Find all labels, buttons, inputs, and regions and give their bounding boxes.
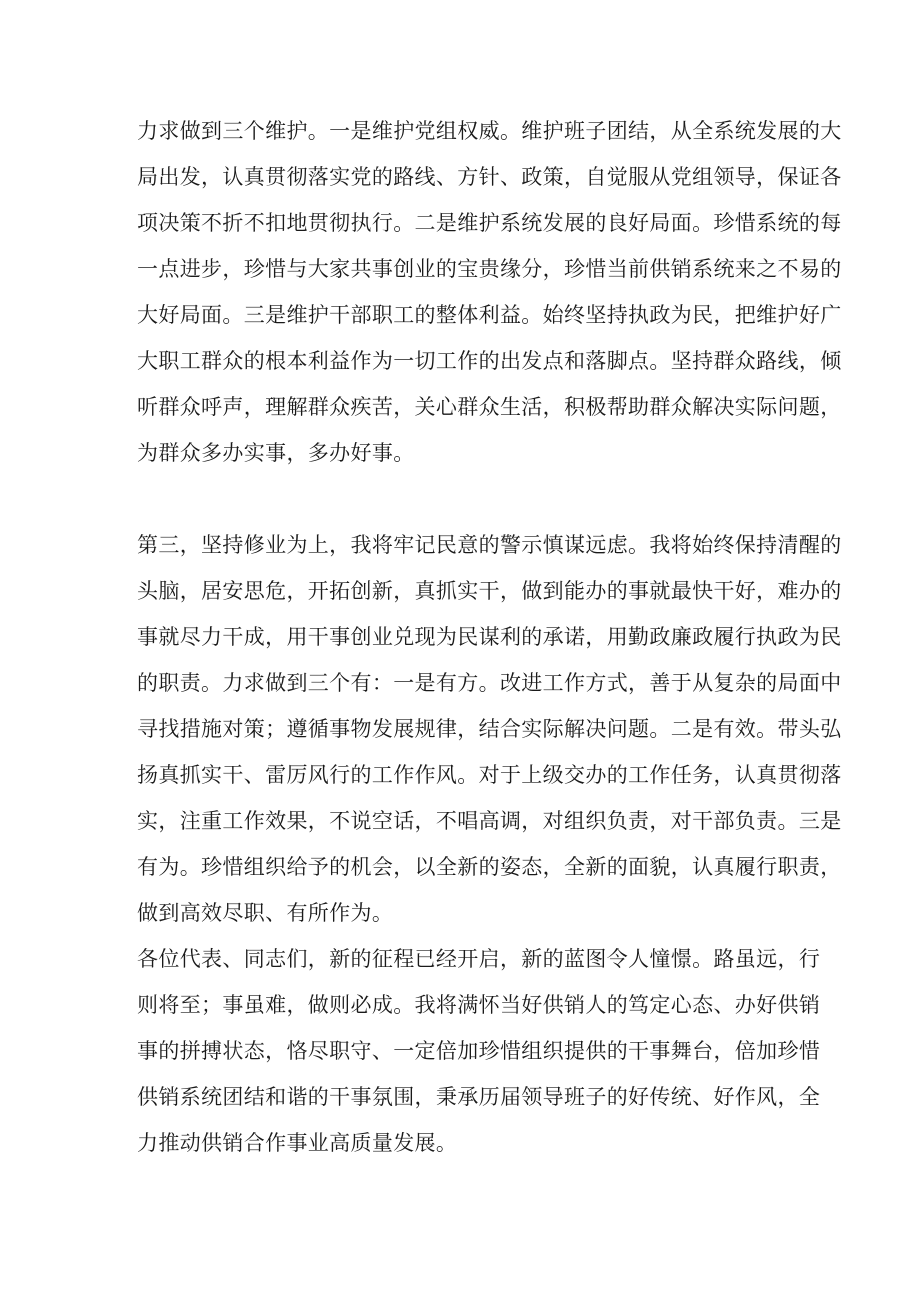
- text-line: 局出发，认真贯彻落实党的路线、方针、政策，自觉服从党组领导，保证各: [137, 165, 842, 189]
- text-line: 一点进步，珍惜与大家共事创业的宝贵缘分，珍惜当前供销系统来之不易的: [137, 257, 842, 281]
- text-line: 力求做到三个维护。一是维护党组权威。维护班子团结，从全系统发展的大: [137, 119, 842, 143]
- text-line: 项决策不折不扣地贯彻执行。二是维护系统发展的良好局面。珍惜系统的每: [137, 211, 842, 235]
- text-line: 事就尽力干成，用干事创业兑现为民谋利的承诺，用勤政廉政履行执政为民: [137, 625, 842, 649]
- paragraph-closing: [137, 936, 821, 1166]
- paragraph-three-maintenances: [137, 108, 842, 476]
- text-line: 实，注重工作效果，不说空话，不唱高调，对组织负责，对干部负责。三是: [137, 809, 842, 833]
- text-line: 大职工群众的根本利益作为一切工作的出发点和落脚点。坚持群众路线，倾: [137, 349, 842, 373]
- text-line: 有为。珍惜组织给予的机会，以全新的姿态，全新的面貌，认真履行职责，: [137, 855, 842, 879]
- paragraph-third-point: [137, 522, 842, 936]
- text-line: 寻找措施对策；遵循事物发展规律，结合实际解决问题。二是有效。带头弘: [137, 717, 842, 741]
- text-line: 力推动供销合作事业高质量发展。: [137, 1131, 458, 1155]
- text-line: 扬真抓实干、雷厉风行的工作作风。对于上级交办的工作任务，认真贯彻落: [137, 763, 842, 787]
- text-line: 的职责。力求做到三个有：一是有方。改进工作方式，善于从复杂的局面中: [137, 671, 842, 695]
- text-line: 供销系统团结和谐的干事氛围，秉承历届领导班子的好传统、好作风，全: [137, 1085, 821, 1109]
- text-line: 为群众多办实事，多办好事。: [137, 441, 415, 465]
- text-line: 听群众呼声，理解群众疾苦，关心群众生活，积极帮助群众解决实际问题，: [137, 395, 842, 419]
- text-line: 大好局面。三是维护干部职工的整体利益。始终坚持执政为民，把维护好广: [137, 303, 842, 327]
- text-line: 头脑，居安思危，开拓创新，真抓实干，做到能办的事就最快干好，难办的: [137, 579, 842, 603]
- text-line: 各位代表、同志们，新的征程已经开启，新的蓝图令人憧憬。路虽远，行: [137, 947, 821, 971]
- text-line: 事的拼搏状态，恪尽职守、一定倍加珍惜组织提供的干事舞台，倍加珍惜: [137, 1039, 821, 1063]
- text-line: 做到高效尽职、有所作为。: [137, 901, 394, 925]
- text-line: 则将至；事虽难，做则必成。我将满怀当好供销人的笃定心态、办好供销: [137, 993, 821, 1017]
- text-line: 第三，坚持修业为上，我将牢记民意的警示慎谋远虑。我将始终保持清醒的: [137, 533, 842, 557]
